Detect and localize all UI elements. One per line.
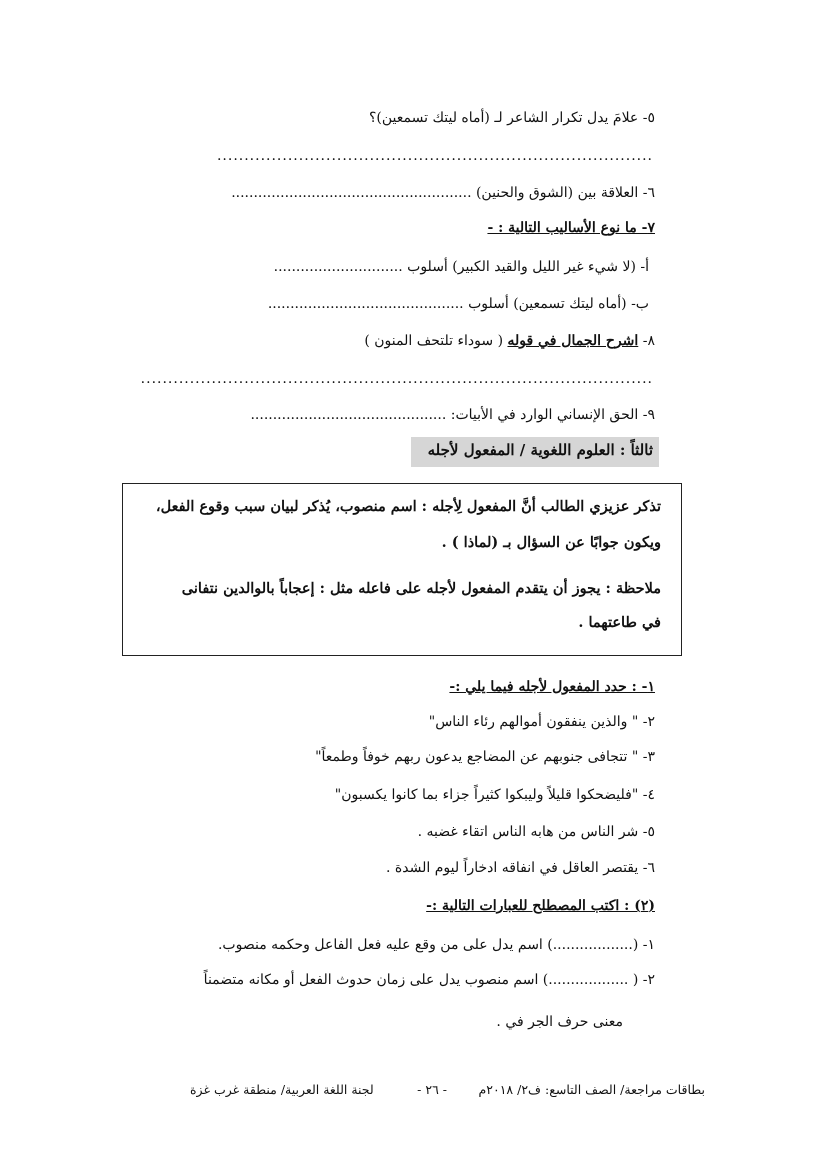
question-7-b: ب- (أماه ليتك تسمعين) أسلوب ............................................ [267, 296, 649, 312]
exercise-1-item: ٥- شر الناس من هابه الناس اتقاء غضبه . [417, 824, 655, 840]
section-3-title: ثالثاً : العلوم اللغوية / المفعول لأجله [427, 441, 653, 459]
question-5: ٥- علامَ يدل تكرار الشاعر لـ (أماه ليتك تسمعين)؟ [369, 110, 655, 126]
note-line-4: في طاعتهما . [578, 614, 661, 631]
question-7-a: أ- (لا شيء غير الليل والقيد الكبير) أسلوب ............................. [273, 259, 649, 275]
exercise-2-title: (٢) : اكتب المصطلح للعبارات التالية :- [426, 898, 655, 914]
footer-series: بطاقات مراجعة/ الصف التاسع: ف٢/ ٢٠١٨م [478, 1082, 705, 1097]
question-7-title: ٧- ما نوع الأساليب التالية : - [487, 220, 655, 236]
exercise-1-title: ١- : حدد المفعول لأجله فيما يلي :- [449, 679, 655, 695]
question-9: ٩- الحق الإنساني الوارد في الأبيات: ............................................ [250, 407, 655, 423]
note-line-1: تذكر عزيزي الطالب أنَّ المفعول لِأجله : اسم منصوب، يُذكر لبيان سبب وقوع الفعل، [155, 498, 661, 515]
note-line-2: ويكون جوابًا عن السؤال بـ (لماذا ) . [441, 534, 661, 551]
section-3-heading [411, 437, 659, 467]
exercise-1-item: ٤- "فليضحكوا قليلاً وليبكوا كثيراً جزاء بما كانوا يكسبون" [334, 787, 655, 803]
footer-committee: لجنة اللغة العربية/ منطقة غرب غزة [190, 1082, 374, 1097]
exercise-1-item: ٦- يقتصر العاقل في انفاقه ادخاراً ليوم الشدة . [386, 860, 655, 876]
exercise-1-item: ٢- " والذين ينفقون أموالهم رئاء الناس" [428, 714, 655, 730]
question-8-answer-line: .............................................................................................. [140, 371, 653, 387]
exercise-2-item-2: ٢- ( ..................) اسم منصوب يدل على زمان حدوث الفعل أو مكانه متضمناً [203, 972, 655, 988]
question-8 [364, 330, 655, 352]
question-6: ٦- العلاقة بين (الشوق والحنين) ...................................................... [231, 185, 655, 201]
footer-page-number: - ٢٦ - [417, 1082, 447, 1097]
question-5-answer-line: ................................................................................ [216, 148, 653, 164]
exercise-2-item-1: ١- (..................) اسم يدل على من وقع عليه فعل الفاعل وحكمه منصوب. [217, 937, 655, 953]
exercise-2-item-2-continued: معنى حرف الجر في . [496, 1014, 623, 1030]
question-8-quote: ( سوداء تلتحف المنون ) [364, 333, 504, 349]
exercise-1-item: ٣- " تتجافى جنوبهم عن المضاجع يدعون ربهم خوفاً وطمعاً" [315, 749, 655, 765]
question-8-title: اشرح الجمال في قوله [507, 333, 639, 349]
question-8-number: ٨- [642, 333, 655, 349]
note-line-3: ملاحظة : يجوز أن يتقدم المفعول لأجله على فاعله مثل : إعجاباً بالوالدين نتفانى [181, 580, 661, 597]
rule-note-box [122, 483, 682, 656]
